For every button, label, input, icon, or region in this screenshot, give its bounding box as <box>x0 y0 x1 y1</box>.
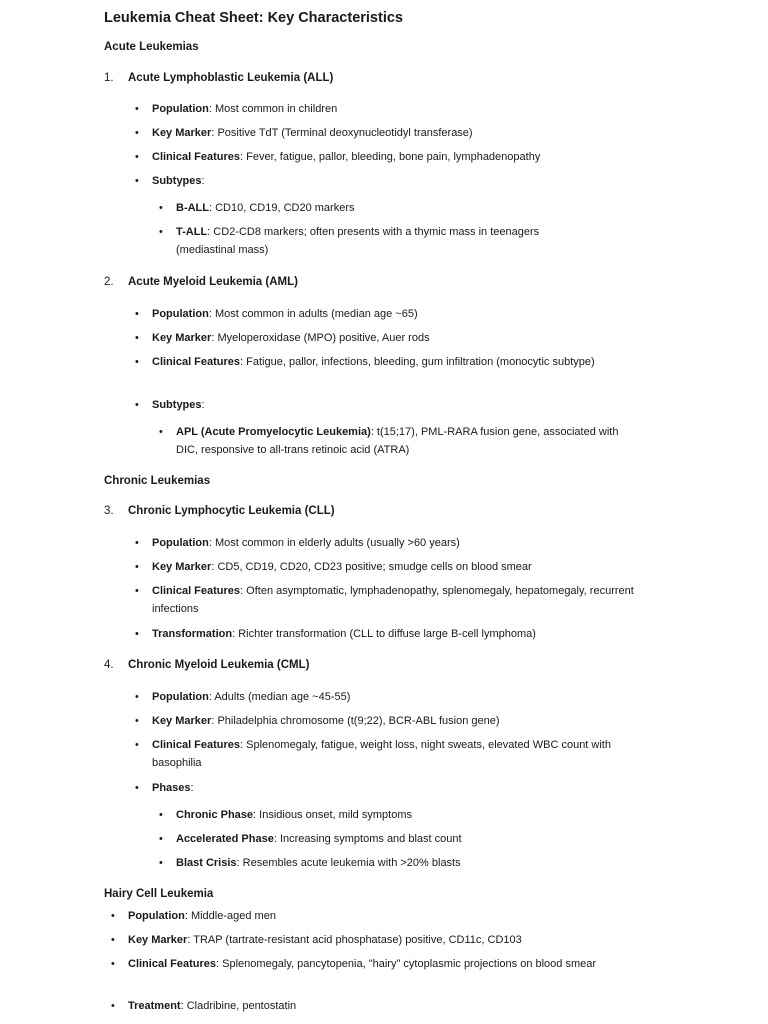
list-item-aml <box>104 274 298 290</box>
bullet-dot: • <box>159 857 163 869</box>
section-heading-chronic: Chronic Leukemias <box>104 475 211 487</box>
bullet-dot: • <box>135 332 139 344</box>
value: : <box>201 175 205 187</box>
item-number: 2. <box>104 276 114 288</box>
label: Subtypes <box>152 399 202 411</box>
label: Population <box>152 103 209 115</box>
value: : Most common in children <box>208 103 338 115</box>
label: Population <box>128 910 185 922</box>
value: : Fever, fatigue, pallor, bleeding, bone pain, lymphadenopathy <box>240 151 541 163</box>
value: : Myeloperoxidase (MPO) positive, Auer rods <box>211 332 430 344</box>
label: T-ALL <box>176 226 208 238</box>
bullet-dot: • <box>135 715 139 727</box>
value: : CD5, CD19, CD20, CD23 positive; smudge cells on blood smear <box>211 561 532 573</box>
value: : CD2-CD8 markers; often presents with a thymic mass in teenagers (mediastinal mass) <box>176 226 540 256</box>
cml-key-marker <box>135 712 642 730</box>
label: Phases <box>152 782 191 794</box>
value: : Philadelphia chromosome (t(9;22), BCR-ABL fusion gene) <box>211 715 500 727</box>
bullet-dot: • <box>135 739 139 751</box>
hcl-population <box>111 907 628 925</box>
bullet-dot: • <box>159 426 163 438</box>
cml-clinical-features <box>135 736 642 772</box>
bullet-dot: • <box>159 202 163 214</box>
aml-subtype-apl <box>159 423 636 459</box>
item-name: Chronic Myeloid Leukemia (CML) <box>128 659 310 671</box>
value: : Often asymptomatic, lymphadenopathy, splenomegaly, hepatomegaly, recurrent infections <box>152 585 634 615</box>
label: Accelerated Phase <box>176 833 274 845</box>
hcl-key-marker <box>111 931 628 949</box>
bullet-dot: • <box>159 833 163 845</box>
bullet-dot: • <box>135 356 139 368</box>
hcl-treatment <box>111 997 628 1015</box>
value: : Cladribine, pentostatin <box>180 1000 297 1012</box>
all-subtypes <box>135 172 642 190</box>
bullet-dot: • <box>135 127 139 139</box>
cml-population <box>135 688 642 706</box>
cml-phase-chronic <box>159 806 646 824</box>
value: : Insidious onset, mild symptoms <box>253 809 412 821</box>
all-clinical-features <box>135 148 642 166</box>
bullet-dot: • <box>135 103 139 115</box>
item-name: Acute Myeloid Leukemia (AML) <box>128 276 298 288</box>
label: APL (Acute Promyelocytic Leukemia) <box>176 426 371 438</box>
bullet-dot: • <box>135 151 139 163</box>
bullet-dot: • <box>135 782 139 794</box>
value: : Most common in elderly adults (usually >60 years) <box>208 537 460 549</box>
bullet-dot: • <box>135 691 139 703</box>
list-item-cml <box>104 657 309 673</box>
item-name: Acute Lymphoblastic Leukemia (ALL) <box>128 72 334 84</box>
all-key-marker <box>135 124 642 142</box>
value: : Adults (median age ~45-55) <box>208 691 351 703</box>
bullet-dot: • <box>111 1000 115 1012</box>
item-number: 3. <box>104 505 114 517</box>
item-number: 4. <box>104 659 114 671</box>
label: Blast Crisis <box>176 857 237 869</box>
label: Population <box>152 308 209 320</box>
label: Clinical Features <box>128 958 217 970</box>
item-number: 1. <box>104 72 114 84</box>
bullet-dot: • <box>159 226 163 238</box>
label: Key Marker <box>152 715 212 727</box>
label: Key Marker <box>128 934 188 946</box>
label: Clinical Features <box>152 151 241 163</box>
cll-clinical-features <box>135 582 642 618</box>
label: Treatment <box>128 1000 181 1012</box>
cll-population <box>135 534 642 552</box>
label: Population <box>152 537 209 549</box>
value: : Most common in adults (median age ~65) <box>208 308 418 320</box>
label: Chronic Phase <box>176 809 254 821</box>
value: : Resembles acute leukemia with >20% blasts <box>236 857 461 869</box>
value: : Fatigue, pallor, infections, bleeding, gum infiltration (monocytic subtype) <box>240 356 595 368</box>
label: Subtypes <box>152 175 202 187</box>
value: : Middle-aged men <box>184 910 276 922</box>
value: : <box>190 782 194 794</box>
cll-key-marker <box>135 558 642 576</box>
cll-transformation <box>135 625 642 643</box>
bullet-dot: • <box>135 399 139 411</box>
bullet-dot: • <box>111 958 115 970</box>
cml-phase-blast-crisis <box>159 854 646 872</box>
value: : TRAP (tartrate-resistant acid phosphatase) positive, CD11c, CD103 <box>187 934 522 946</box>
label: Clinical Features <box>152 356 241 368</box>
label: Key Marker <box>152 332 212 344</box>
value: : Increasing symptoms and blast count <box>273 833 462 845</box>
hcl-clinical-features <box>111 955 618 973</box>
item-name: Chronic Lymphocytic Leukemia (CLL) <box>128 505 335 517</box>
bullet-dot: • <box>111 934 115 946</box>
bullet-dot: • <box>135 561 139 573</box>
value: : CD10, CD19, CD20 markers <box>209 202 355 214</box>
bullet-dot: • <box>135 308 139 320</box>
label: Clinical Features <box>152 585 241 597</box>
cml-phase-accelerated <box>159 830 646 848</box>
list-item-cll <box>104 503 335 519</box>
cml-phases <box>135 779 642 797</box>
bullet-dot: • <box>159 809 163 821</box>
label: Clinical Features <box>152 739 241 751</box>
label: Population <box>152 691 209 703</box>
aml-population <box>135 305 642 323</box>
value: : Richter transformation (CLL to diffuse large B-cell lymphoma) <box>232 628 536 640</box>
label: Transformation <box>152 628 233 640</box>
value: : Positive TdT (Terminal deoxynucleotidyl transferase) <box>211 127 473 139</box>
aml-key-marker <box>135 329 642 347</box>
value: : Splenomegaly, fatigue, weight loss, night sweats, elevated WBC count with basophilia <box>152 739 611 769</box>
page-title: Leukemia Cheat Sheet: Key Characteristics <box>104 10 403 26</box>
value: : <box>201 399 205 411</box>
bullet-dot: • <box>135 175 139 187</box>
list-item-all <box>104 70 333 86</box>
bullet-dot: • <box>111 910 115 922</box>
aml-clinical-features <box>135 353 602 371</box>
bullet-dot: • <box>135 585 139 597</box>
value: : t(15;17), PML-RARA fusion gene, associated with DIC, responsive to all-trans retinoic acid (ATRA) <box>176 426 619 456</box>
all-population <box>135 100 642 118</box>
label: Key Marker <box>152 561 212 573</box>
section-heading-hairy-cell: Hairy Cell Leukemia <box>104 888 214 900</box>
section-heading-acute: Acute Leukemias <box>104 41 199 53</box>
all-subtype-b-all <box>159 199 646 217</box>
all-subtype-t-all <box>159 223 586 259</box>
aml-subtypes <box>135 396 642 414</box>
bullet-dot: • <box>135 628 139 640</box>
bullet-dot: • <box>135 537 139 549</box>
label: B-ALL <box>176 202 209 214</box>
value: : Splenomegaly, pancytopenia, "hairy" cytoplasmic projections on blood smear <box>216 958 597 970</box>
label: Key Marker <box>152 127 212 139</box>
